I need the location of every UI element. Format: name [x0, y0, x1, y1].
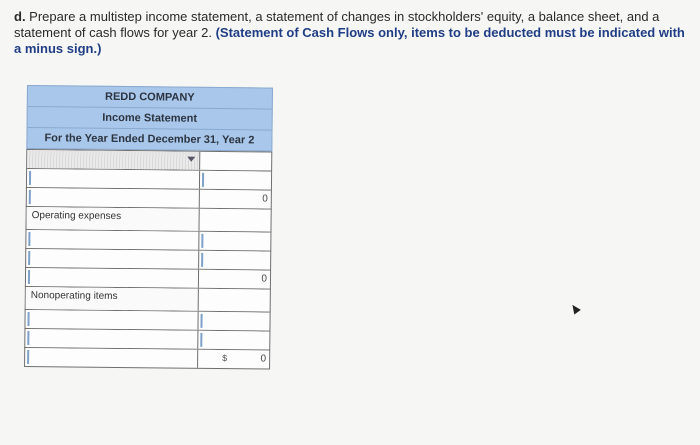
statement-header	[26, 85, 273, 152]
currency-symbol: $	[222, 353, 228, 364]
instructions-emphasis: (Statement of Cash Flows only, items to be deducted must be indicated with a minus sign.)	[14, 25, 685, 56]
subtotal-value: 0	[261, 273, 268, 285]
table-row	[24, 329, 270, 351]
table-row	[25, 287, 271, 313]
instructions-text	[14, 9, 690, 57]
mouse-cursor-icon	[569, 303, 581, 315]
table-row	[25, 249, 271, 271]
account-input[interactable]	[26, 230, 199, 250]
table-row	[26, 169, 272, 191]
table-row	[26, 188, 272, 210]
account-select[interactable]	[27, 150, 200, 170]
table-row	[25, 268, 271, 290]
subtotal-cell	[200, 190, 271, 209]
amount-input[interactable]	[199, 232, 270, 251]
account-input[interactable]	[26, 249, 199, 269]
account-input[interactable]	[27, 188, 200, 208]
account-input[interactable]	[27, 169, 200, 189]
empty-cell	[199, 209, 270, 232]
amount-input[interactable]	[200, 152, 271, 171]
part-label: d.	[14, 9, 26, 24]
table-row	[26, 149, 272, 172]
subtotal-cell	[199, 270, 270, 289]
company-name: REDD COMPANY	[104, 90, 195, 104]
table-row	[24, 348, 270, 370]
account-input[interactable]	[26, 268, 199, 288]
income-statement-form	[24, 85, 273, 370]
table-row	[25, 207, 271, 233]
empty-cell	[199, 289, 270, 312]
total-cell	[198, 350, 269, 369]
nonoperating-items-label: Nonoperating items	[30, 290, 118, 302]
table-row	[25, 230, 271, 252]
account-input[interactable]	[25, 329, 198, 349]
amount-input[interactable]	[199, 251, 270, 270]
chevron-down-icon[interactable]	[187, 157, 195, 162]
operating-expenses-label: Operating expenses	[31, 210, 122, 222]
amount-input[interactable]	[200, 171, 271, 190]
total-value: 0	[260, 353, 267, 365]
section-label-cell	[26, 207, 199, 231]
instructions-body: Prepare a multistep income statement, a statement of changes in stockholders' equity, a balance sheet, and a statement of cash flows for year 2.	[14, 9, 660, 40]
section-label-cell	[26, 287, 199, 311]
statement-period: For the Year Ended December 31, Year 2	[27, 127, 271, 151]
table-row	[24, 310, 270, 332]
account-input[interactable]	[25, 348, 198, 368]
amount-input[interactable]	[198, 331, 269, 350]
account-input[interactable]	[25, 310, 198, 330]
amount-input[interactable]	[198, 312, 269, 331]
statement-title: Income Statement	[28, 106, 272, 130]
subtotal-value: 0	[262, 193, 268, 205]
